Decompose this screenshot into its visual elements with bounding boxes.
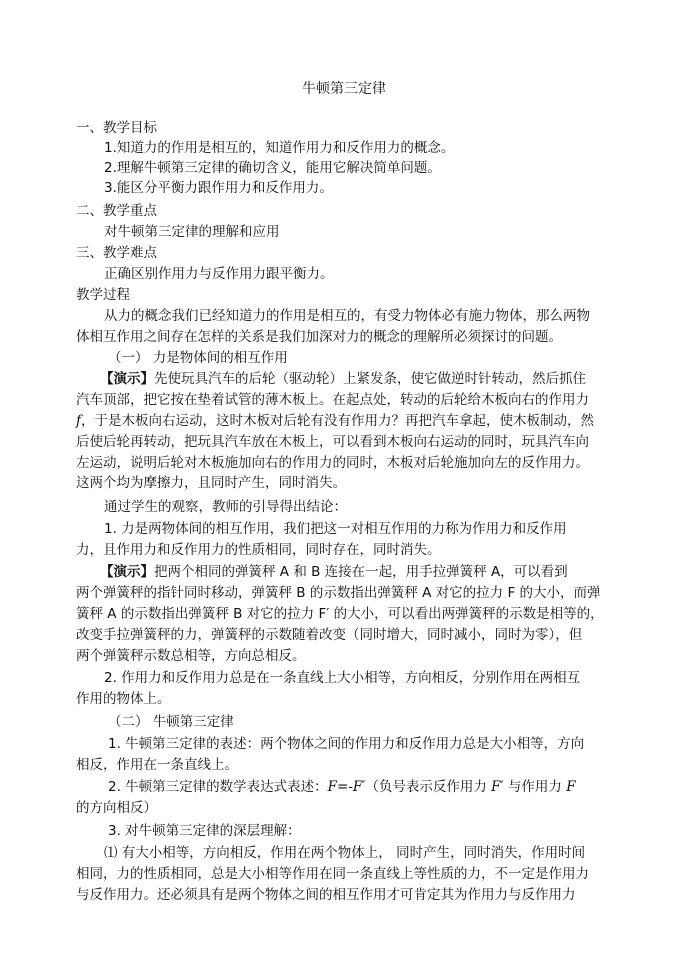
demo-2-line-2: 两个弹簧秤的指针同时移动，弹簧秤 B 的示数指出弹簧秤 A 对它的拉力 F 的大小，而弹 bbox=[76, 585, 601, 601]
demo-1-line-5: 左运动，说明后轮对木板施加向右的作用力的同时，木板对后轮施加向左的反作用力。 bbox=[76, 455, 589, 471]
guidance-text: 通过学生的观察，教师的引导得出结论： bbox=[104, 499, 347, 515]
page-title: 牛顿第三定律 bbox=[302, 81, 386, 97]
section-heading-difficulties: 三、教学难点 bbox=[76, 245, 157, 261]
section-heading-key-points: 二、教学重点 bbox=[76, 203, 157, 219]
demo-1-line-6: 这两个均为摩擦力，且同时产生，同时消失。 bbox=[76, 475, 346, 491]
conclusion-1-line-2: 力，且作用力和反作用力的性质相同，同时存在，同时消失。 bbox=[76, 542, 441, 558]
key-points-text: 对牛顿第三定律的理解和应用 bbox=[104, 224, 280, 240]
demo-1-line-2: 汽车顶部，把它按在垫着试管的薄木板上。在起点处，转动的后轮给木板向右的作用力 bbox=[76, 392, 589, 408]
demo-2-line-5: 两个弹簧秤示数总相等，方向总相反。 bbox=[76, 648, 306, 664]
subsection-1-heading: （一） 力是物体间的相互作用 bbox=[108, 350, 288, 366]
law-3-point-1-line-3: 与反作用力。还必须具有是两个物体之间的相互作用才可肯定其为作用力与反作用力 bbox=[76, 887, 576, 903]
intro-line-1: 从力的概念我们已经知道力的作用是相互的，有受力物体必有施力物体，那么两物 bbox=[104, 308, 590, 324]
demo-1-tag: 【演示】 bbox=[100, 371, 154, 387]
law-1-line-2: 相反，作用在一条直线上。 bbox=[76, 757, 238, 773]
demo-1-line-3: f，于是木板向右运动，这时木板对后轮有没有作用力？再把汽车拿起，使木板制动，然 bbox=[76, 413, 594, 429]
objective-item-3: 3.能区分平衡力跟作用力和反作用力。 bbox=[104, 180, 333, 196]
demo-2-line-3: 簧秤 A 的示数指出弹簧秤 B 对它的拉力 F′ 的大小，可以看出两弹簧秤的示数是相等的， bbox=[76, 606, 604, 622]
demo-1-line-4: 后使后轮再转动，把玩具汽车放在木板上，可以看到木板向右运动的同时，玩具汽车向 bbox=[76, 434, 589, 450]
subsection-2-heading: （二） 牛顿第三定律 bbox=[108, 714, 234, 730]
law-1-line-1: 1. 牛顿第三定律的表述：两个物体之间的作用力和反作用力总是大小相等，方向 bbox=[108, 736, 585, 752]
conclusion-2-line-2: 作用的物体上。 bbox=[76, 691, 171, 707]
law-2-line-1: 2. 牛顿第三定律的数学表达式表述：F=-F′（负号表示反作用力 F′ 与作用力 F bbox=[108, 779, 576, 795]
law-formula: F=-F′ bbox=[327, 779, 366, 795]
demo-2-line-4: 改变手拉弹簧秤的力，弹簧秤的示数随着改变（同时增大，同时减小，同时为零），但 bbox=[76, 627, 583, 643]
objective-item-2: 2.理解牛顿第三定律的确切含义，能用它解决简单问题。 bbox=[104, 160, 441, 176]
law-3-heading: 3. 对牛顿第三定律的深层理解： bbox=[108, 823, 301, 839]
conclusion-1-line-1: 1. 力是两物体间的相互作用，我们把这一对相互作用的力称为作用力和反作用 bbox=[104, 521, 567, 537]
intro-line-2: 体相互作用之间存在怎样的关系是我们加深对力的概念的理解所必须探讨的问题。 bbox=[76, 329, 562, 345]
law-3-point-1-line-1: ⑴ 有大小相等，方向相反，作用在两个物体上， 同时产生，同时消失，作用时间 bbox=[104, 845, 586, 861]
section-heading-objectives: 一、教学目标 bbox=[76, 120, 157, 136]
law-2-line-2: 的方向相反） bbox=[76, 800, 157, 816]
difficulties-text: 正确区别作用力与反作用力跟平衡力。 bbox=[104, 266, 334, 282]
demo-1-line-1: 【演示】先使玩具汽车的后轮（驱动轮）上紧发条，使它做逆时针转动，然后抓住 bbox=[100, 371, 586, 387]
section-heading-process: 教学过程 bbox=[76, 287, 130, 303]
demo-2-tag: 【演示】 bbox=[100, 564, 154, 580]
demo-2-line-1: 【演示】把两个相同的弹簧秤 A 和 B 连接在一起，用手拉弹簧秤 A，可以看到 bbox=[100, 564, 568, 580]
conclusion-2-line-1: 2. 作用力和反作用力总是在一条直线上大小相等，方向相反，分别作用在两相互 bbox=[104, 670, 581, 686]
law-3-point-1-line-2: 相同，力的性质相同，总是大小相等作用在同一条直线上等性质的力，不一定是作用力 bbox=[76, 866, 589, 882]
objective-item-1: 1.知道力的作用是相互的，知道作用力和反作用力的概念。 bbox=[104, 140, 455, 156]
